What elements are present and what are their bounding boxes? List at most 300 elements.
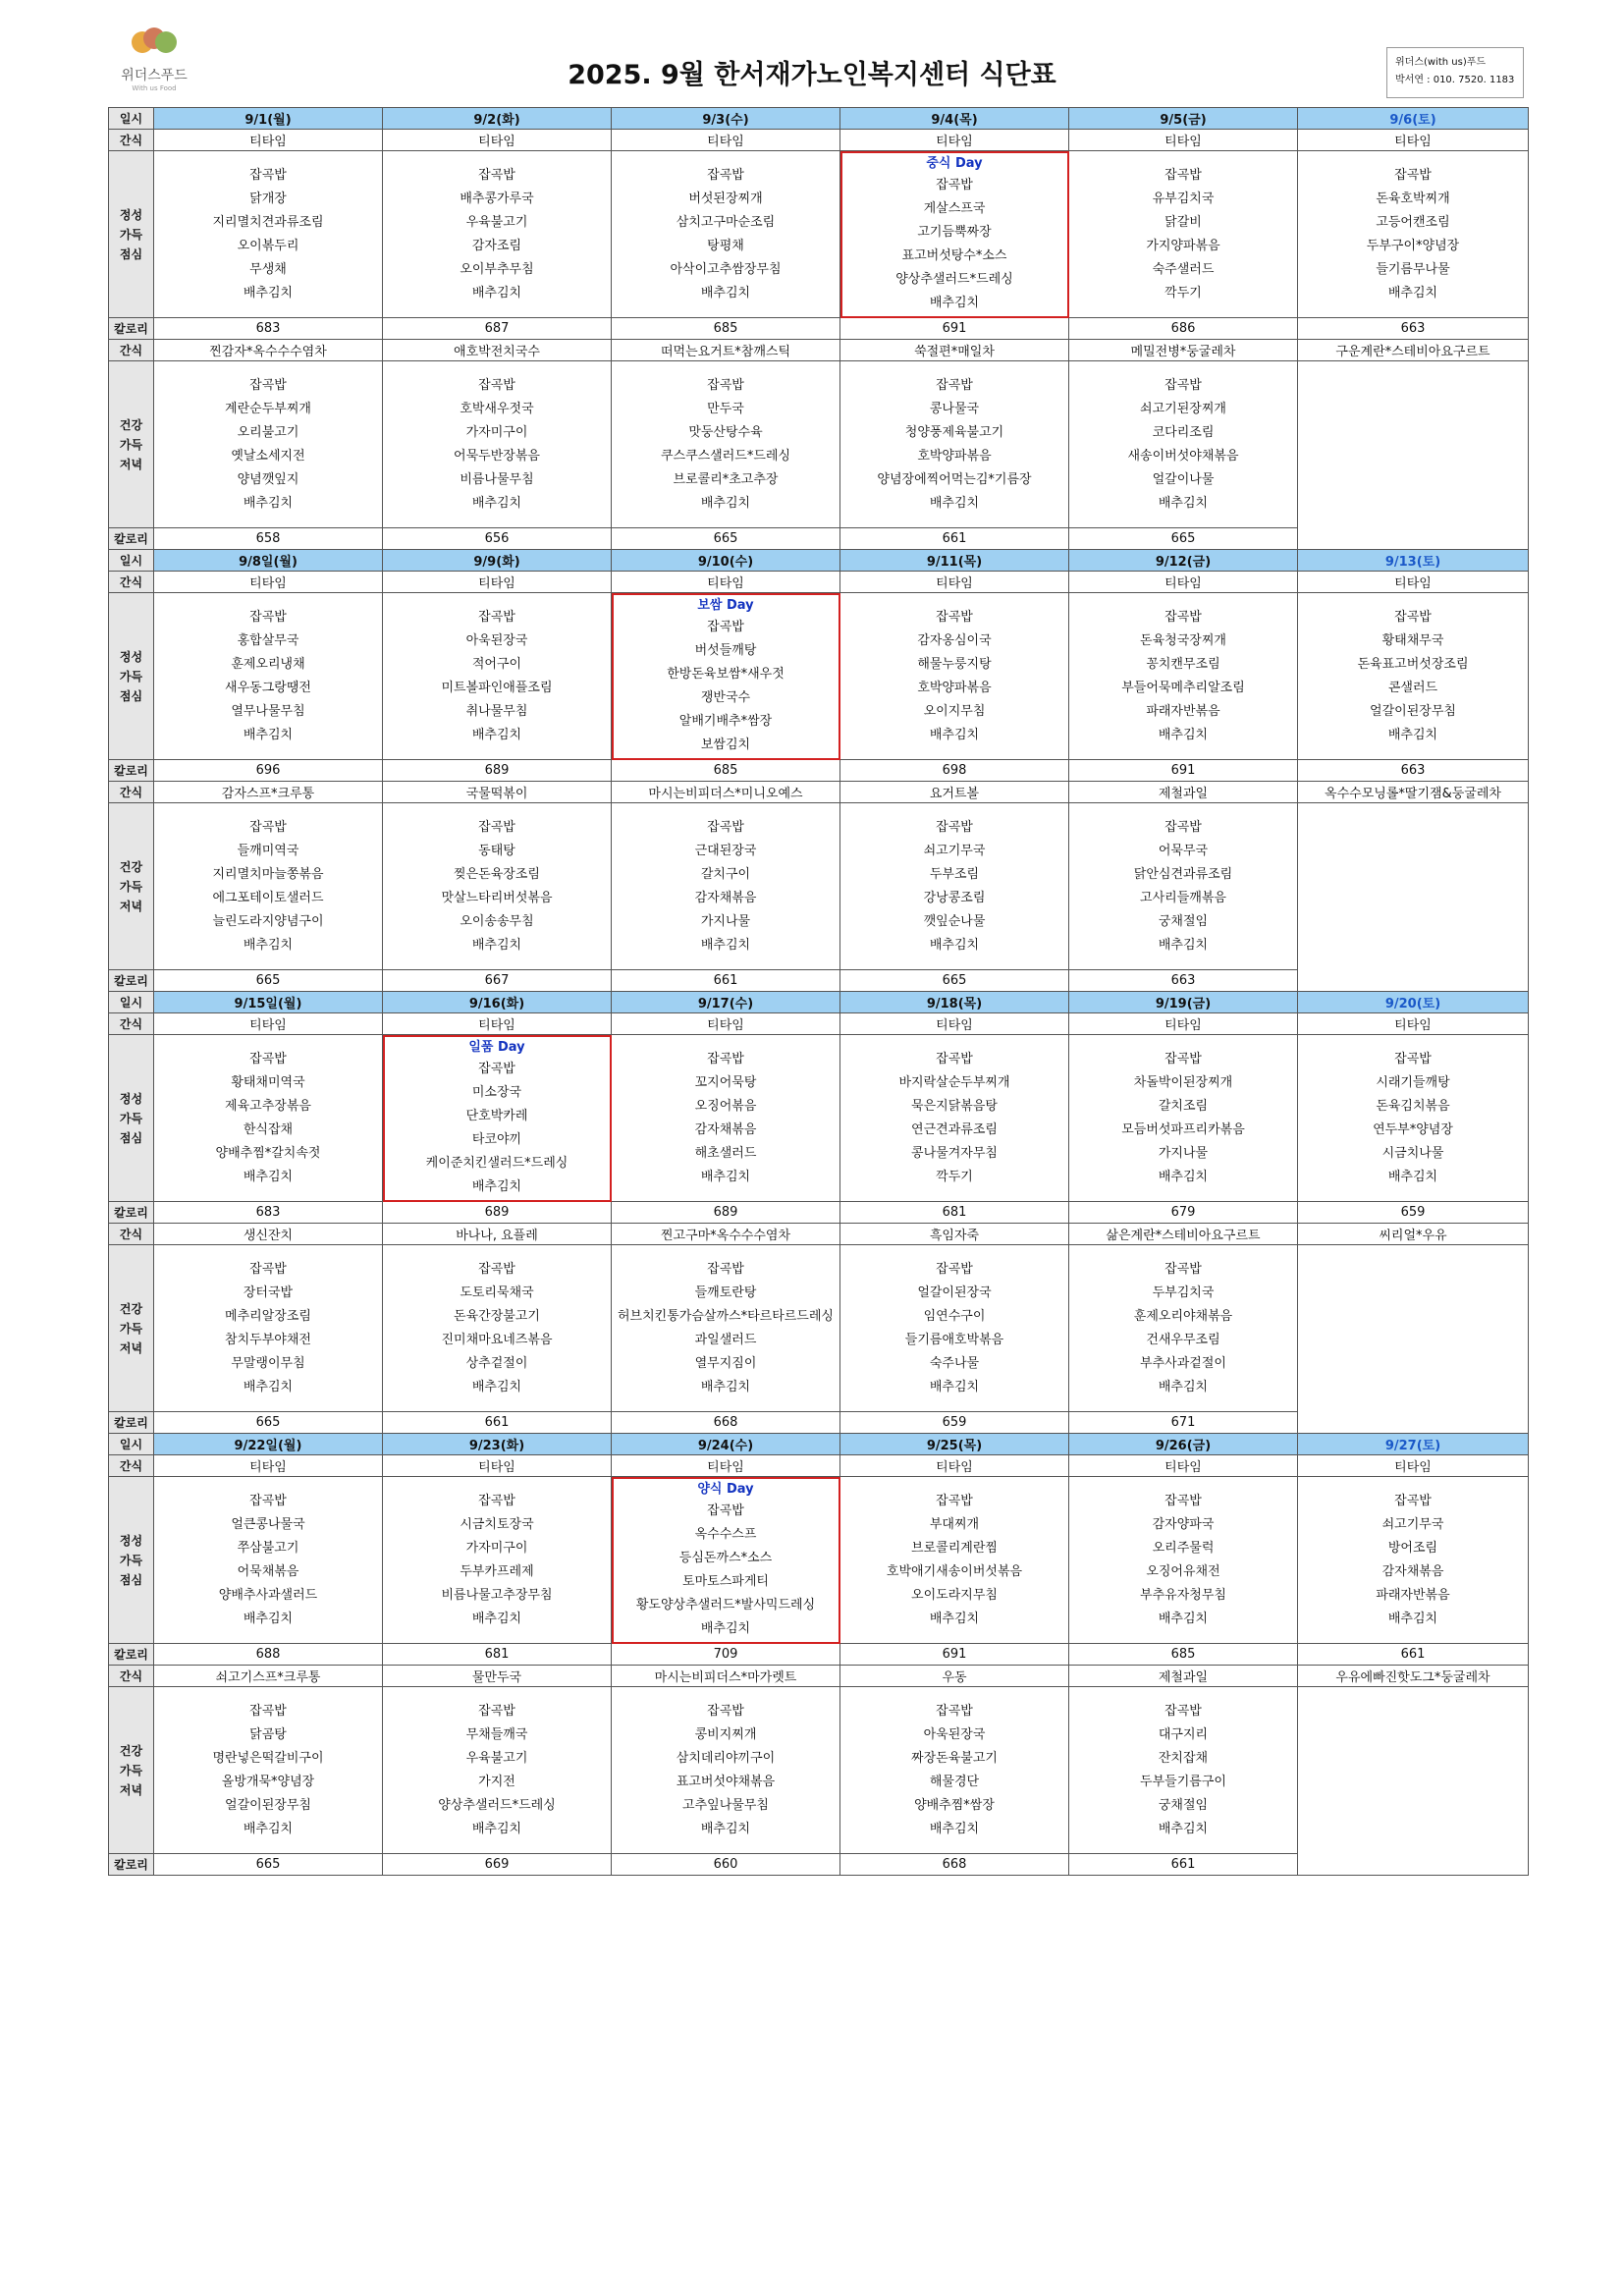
menu-item: 건새우무조림 <box>1146 1332 1220 1347</box>
pm-snack: 우동 <box>840 1666 1069 1687</box>
menu-item: 계란순두부찌개 <box>225 401 311 416</box>
menu-item: 어묵채볶음 <box>237 1563 299 1579</box>
dinner-menu <box>383 1245 612 1412</box>
menu-item: 알배기배추*쌈장 <box>678 713 773 729</box>
lunch-menu <box>383 593 612 760</box>
pm-snack: 쇠고기스프*크루통 <box>154 1666 383 1687</box>
menu-item: 양상추샐러드*드레싱 <box>438 1797 556 1813</box>
row-label-snack: 간식 <box>109 1455 154 1477</box>
menu-item: 배추김치 <box>1158 1169 1209 1184</box>
dinner-menu <box>154 361 383 528</box>
day-date: 9/1(월) <box>154 108 383 130</box>
menu-item: 꼬지어묵탕 <box>694 1074 757 1090</box>
dinner-menu <box>840 361 1069 528</box>
dinner-menu <box>1069 803 1298 970</box>
lunch-calorie-row <box>109 318 1529 340</box>
row-label-lunch <box>109 1477 154 1644</box>
lunch-calorie: 659 <box>1298 1202 1529 1224</box>
menu-item: 배추김치 <box>243 727 294 742</box>
menu-item: 아욱된장국 <box>465 632 528 648</box>
menu-item: 오징어볶음 <box>694 1098 757 1114</box>
lunch-calorie-row <box>109 760 1529 782</box>
menu-item: 배추김치 <box>1387 285 1438 301</box>
menu-item: 콩비지찌개 <box>694 1726 757 1742</box>
menu-item: 콘샐러드 <box>1387 680 1438 695</box>
menu-item: 무말랭이무침 <box>231 1355 305 1371</box>
menu-item: 감자옹심이국 <box>917 632 992 648</box>
menu-item: 지리멸치견과류조림 <box>212 214 324 230</box>
lunch-menu <box>612 1035 840 1202</box>
menu-item: 얼갈이된장무침 <box>1370 703 1456 719</box>
menu-item: 묵은지닭볶음탕 <box>911 1098 998 1114</box>
menu-item: 갈치구이 <box>700 866 751 882</box>
lunch-row <box>109 1035 1529 1202</box>
lunch-menu <box>154 1477 383 1644</box>
menu-item: 늘린도라지양념구이 <box>212 913 324 929</box>
menu-item: 배추김치 <box>700 1169 751 1184</box>
row-label-part: 점심 <box>119 688 143 703</box>
row-label-part: 가득 <box>119 879 143 894</box>
menu-item: 배추김치 <box>471 495 522 511</box>
menu-item: 배추김치 <box>243 1611 294 1626</box>
menu-item: 잡곡밥 <box>249 1493 287 1508</box>
menu-item: 꽁치캔무조림 <box>1146 656 1220 672</box>
am-snack: 티타임 <box>154 1455 383 1477</box>
menu-item: 배추김치 <box>700 1379 751 1394</box>
dinner-menu <box>154 1687 383 1854</box>
row-label-dinner <box>109 1245 154 1412</box>
am-snack: 티타임 <box>840 130 1069 151</box>
menu-item: 오이부추무침 <box>460 261 534 277</box>
dinner-row <box>109 803 1529 970</box>
logo-subtext: With us Food <box>132 84 177 92</box>
menu-item: 모듬버섯파프리카볶음 <box>1121 1121 1245 1137</box>
menu-item: 부들어묵메추리알조림 <box>1121 680 1245 695</box>
menu-item: 잡곡밥 <box>478 1261 515 1277</box>
row-label-part: 가득 <box>119 669 143 683</box>
row-label-day: 일시 <box>109 550 154 572</box>
menu-item: 배추김치 <box>1158 1611 1209 1626</box>
menu-item: 진미채마요네즈볶음 <box>441 1332 553 1347</box>
dinner-menu <box>154 1245 383 1412</box>
menu-item: 잡곡밥 <box>249 377 287 393</box>
menu-item: 배추김치 <box>1387 1611 1438 1626</box>
menu-item: 배추김치 <box>929 727 980 742</box>
pm-snack: 제철과일 <box>1069 1666 1298 1687</box>
menu-item: 깍두기 <box>936 1169 973 1184</box>
row-label-snack: 간식 <box>109 1013 154 1035</box>
dinner-calorie: 667 <box>383 970 612 992</box>
am-snack: 티타임 <box>154 1013 383 1035</box>
menu-item: 연두부*양념장 <box>1373 1121 1453 1137</box>
row-label-day: 일시 <box>109 108 154 130</box>
dinner-menu <box>840 1687 1069 1854</box>
dinner-menu <box>612 361 840 528</box>
date-row <box>109 1434 1529 1455</box>
menu-item: 강낭콩조림 <box>923 890 986 905</box>
menu-item: 해초샐러드 <box>694 1145 757 1161</box>
menu-item: 잡곡밥 <box>478 1061 515 1076</box>
menu-item: 허브치킨통가슴살까스*타르타르드레싱 <box>618 1308 834 1324</box>
lunch-calorie: 686 <box>1069 318 1298 340</box>
menu-item: 호박애기새송이버섯볶음 <box>886 1563 1023 1579</box>
menu-item: 제육고추장볶음 <box>225 1098 311 1114</box>
dinner-row <box>109 1687 1529 1854</box>
lunch-menu <box>612 1477 840 1644</box>
lunch-menu <box>840 593 1069 760</box>
menu-item: 부대찌개 <box>929 1516 980 1532</box>
row-label-part: 건강 <box>119 1301 143 1316</box>
day-date: 9/19(금) <box>1069 992 1298 1013</box>
menu-item: 들깨토란탕 <box>694 1285 757 1300</box>
menu-item: 고기듬뿍짜장 <box>917 224 992 240</box>
menu-item: 무채들깨국 <box>465 1726 528 1742</box>
menu-item: 들기름무나물 <box>1376 261 1450 277</box>
dinner-menu <box>840 803 1069 970</box>
lunch-menu <box>383 1477 612 1644</box>
lunch-row <box>109 151 1529 318</box>
row-label-part: 건강 <box>119 859 143 874</box>
lunch-calorie: 709 <box>612 1644 840 1666</box>
menu-item: 부추유자청무침 <box>1140 1587 1226 1603</box>
day-date: 9/13(토) <box>1298 550 1529 572</box>
lunch-menu <box>383 1035 612 1202</box>
lunch-menu <box>1069 1035 1298 1202</box>
menu-item: 갈치조림 <box>1158 1098 1209 1114</box>
menu-item: 얼큰콩나물국 <box>231 1516 305 1532</box>
menu-item: 짜장돈육불고기 <box>911 1750 998 1766</box>
menu-item: 잡곡밥 <box>249 1261 287 1277</box>
menu-item: 배추김치 <box>243 495 294 511</box>
dinner-menu <box>1069 361 1298 528</box>
menu-item: 잡곡밥 <box>707 1503 744 1518</box>
menu-item: 배추김치 <box>471 727 522 742</box>
lunch-calorie: 685 <box>612 318 840 340</box>
menu-item: 코다리조림 <box>1152 424 1215 440</box>
day-date: 9/8일(월) <box>154 550 383 572</box>
menu-item: 잡곡밥 <box>1164 1051 1202 1066</box>
menu-item: 잡곡밥 <box>249 1051 287 1066</box>
lunch-calorie: 683 <box>154 1202 383 1224</box>
vendor-name: 위더스(with us)푸드 <box>1395 57 1487 68</box>
am-snack-row <box>109 130 1529 151</box>
dinner-calorie: 656 <box>383 528 612 550</box>
menu-item: 배추김치 <box>243 1821 294 1836</box>
menu-item: 호박새우젓국 <box>460 401 534 416</box>
dinner-menu <box>383 361 612 528</box>
menu-item: 양념깻잎지 <box>237 471 299 487</box>
day-date: 9/10(수) <box>612 550 840 572</box>
lunch-menu <box>612 593 840 760</box>
row-label-day: 일시 <box>109 1434 154 1455</box>
dinner-calorie: 665 <box>154 1412 383 1434</box>
empty-cell <box>1298 1687 1529 1876</box>
menu-item: 배추김치 <box>929 937 980 953</box>
menu-item: 닭갈비 <box>1164 214 1202 230</box>
menu-item: 올방개묵*양념장 <box>221 1774 315 1789</box>
menu-item: 잡곡밥 <box>249 1703 287 1719</box>
menu-item: 궁채절임 <box>1158 913 1209 929</box>
theme-day-label: 일품 Day <box>468 1039 525 1055</box>
menu-item: 비름나물고추장무침 <box>441 1587 553 1603</box>
menu-item: 오리주물럭 <box>1152 1540 1215 1556</box>
pm-snack: 흑임자죽 <box>840 1224 1069 1245</box>
row-label-cal: 칼로리 <box>109 1412 154 1434</box>
menu-item: 양상추샐러드*드레싱 <box>895 271 1013 287</box>
pm-snack: 요거트볼 <box>840 782 1069 803</box>
menu-item: 시금치토장국 <box>460 1516 534 1532</box>
menu-item: 오이송송무침 <box>460 913 534 929</box>
lunch-row <box>109 1477 1529 1644</box>
menu-item: 배추김치 <box>1158 1379 1209 1394</box>
lunch-calorie: 691 <box>1069 760 1298 782</box>
menu-item: 브로콜리계란찜 <box>911 1540 998 1556</box>
row-label-dinner <box>109 803 154 970</box>
dinner-calorie: 668 <box>612 1412 840 1434</box>
row-label-part: 점심 <box>119 1572 143 1587</box>
menu-item: 표고버섯탕수*소스 <box>901 247 1007 263</box>
dinner-menu <box>154 803 383 970</box>
row-label-part: 정성 <box>119 1091 143 1106</box>
menu-item: 배추김치 <box>700 1821 751 1836</box>
menu-item: 닭안심견과류조림 <box>1133 866 1233 882</box>
menu-item: 잡곡밥 <box>1164 167 1202 183</box>
menu-table-body <box>109 108 1529 1876</box>
menu-item: 잡곡밥 <box>478 1493 515 1508</box>
day-date: 9/12(금) <box>1069 550 1298 572</box>
menu-item: 두부구이*양념장 <box>1366 238 1460 253</box>
row-label-snack: 간식 <box>109 782 154 803</box>
menu-item: 잡곡밥 <box>249 167 287 183</box>
menu-item: 배추김치 <box>471 285 522 301</box>
lunch-calorie: 696 <box>154 760 383 782</box>
row-label-cal: 칼로리 <box>109 1644 154 1666</box>
lunch-menu <box>154 1035 383 1202</box>
menu-item: 돈육표고버섯장조림 <box>1357 656 1469 672</box>
lunch-calorie: 681 <box>383 1644 612 1666</box>
pm-snack: 마시는비피더스*미니오예스 <box>612 782 840 803</box>
lunch-calorie: 661 <box>1298 1644 1529 1666</box>
am-snack: 티타임 <box>1298 130 1529 151</box>
pm-snack: 씨리얼*우유 <box>1298 1224 1529 1245</box>
row-label-part: 가득 <box>119 1321 143 1336</box>
row-label-part: 점심 <box>119 246 143 261</box>
row-label-part: 정성 <box>119 649 143 664</box>
dinner-calorie: 668 <box>840 1854 1069 1876</box>
am-snack: 티타임 <box>1298 1013 1529 1035</box>
date-row <box>109 550 1529 572</box>
day-date: 9/11(목) <box>840 550 1069 572</box>
menu-item: 케이준치킨샐러드*드레싱 <box>425 1155 568 1171</box>
menu-item: 우육불고기 <box>465 1750 528 1766</box>
row-label-dinner <box>109 1687 154 1854</box>
lunch-calorie: 685 <box>1069 1644 1298 1666</box>
dinner-menu <box>1069 1687 1298 1854</box>
menu-item: 배추김치 <box>700 495 751 511</box>
menu-item: 감자채볶음 <box>694 890 757 905</box>
lunch-menu <box>1298 151 1529 318</box>
menu-item: 돈육김치볶음 <box>1376 1098 1450 1114</box>
menu-item: 가지전 <box>478 1774 515 1789</box>
dinner-calorie: 660 <box>612 1854 840 1876</box>
menu-item: 배추김치 <box>929 295 980 310</box>
menu-item: 맛둥산탕수육 <box>688 424 763 440</box>
logo-dot <box>155 31 177 53</box>
pm-snack: 삶은계란*스테비아요구르트 <box>1069 1224 1298 1245</box>
dinner-calorie: 669 <box>383 1854 612 1876</box>
menu-item: 얼갈이된장국 <box>917 1285 992 1300</box>
menu-item: 잡곡밥 <box>936 1703 973 1719</box>
menu-item: 잡곡밥 <box>1164 377 1202 393</box>
row-label-lunch <box>109 151 154 318</box>
menu-item: 배추김치 <box>243 937 294 953</box>
menu-item: 잡곡밥 <box>478 377 515 393</box>
lunch-calorie-row <box>109 1644 1529 1666</box>
menu-item: 탕평채 <box>707 238 744 253</box>
row-label-part: 건강 <box>119 417 143 432</box>
menu-item: 배추김치 <box>700 937 751 953</box>
menu-item: 가자미구이 <box>465 1540 528 1556</box>
row-label-part: 저녁 <box>119 899 143 913</box>
menu-item: 두부조림 <box>929 866 980 882</box>
lunch-calorie: 689 <box>383 1202 612 1224</box>
theme-day-label: 보쌈 Day <box>697 597 754 613</box>
date-row <box>109 992 1529 1013</box>
menu-item: 유부김치국 <box>1152 191 1215 206</box>
am-snack: 티타임 <box>840 572 1069 593</box>
am-snack: 티타임 <box>1298 572 1529 593</box>
menu-item: 미소장국 <box>471 1084 522 1100</box>
row-label-part: 가득 <box>119 1111 143 1125</box>
day-date: 9/25(목) <box>840 1434 1069 1455</box>
menu-item: 콩나물국 <box>929 401 980 416</box>
am-snack: 티타임 <box>612 1013 840 1035</box>
menu-item: 잡곡밥 <box>478 1703 515 1719</box>
lunch-calorie: 687 <box>383 318 612 340</box>
menu-item: 과일샐러드 <box>694 1332 757 1347</box>
row-label-cal: 칼로리 <box>109 1854 154 1876</box>
dinner-calorie: 659 <box>840 1412 1069 1434</box>
menu-item: 배추김치 <box>1387 1169 1438 1184</box>
menu-item: 에그포테이토샐러드 <box>212 890 324 905</box>
menu-item: 시래기들깨탕 <box>1376 1074 1450 1090</box>
row-label-part: 점심 <box>119 1130 143 1145</box>
menu-item: 방어조림 <box>1387 1540 1438 1556</box>
day-date: 9/26(금) <box>1069 1434 1298 1455</box>
pm-snack: 감자스프*크루통 <box>154 782 383 803</box>
menu-item: 감자채볶음 <box>694 1121 757 1137</box>
logo-text: 위더스푸드 <box>121 68 188 83</box>
row-label-part: 정성 <box>119 207 143 222</box>
menu-item: 잡곡밥 <box>936 1493 973 1508</box>
row-label-cal: 칼로리 <box>109 1202 154 1224</box>
menu-item: 배추김치 <box>243 285 294 301</box>
row-label-part: 가득 <box>119 437 143 452</box>
menu-item: 잡곡밥 <box>249 609 287 625</box>
menu-item: 배추김치 <box>471 937 522 953</box>
menu-item: 잡곡밥 <box>478 819 515 835</box>
lunch-calorie: 691 <box>840 1644 1069 1666</box>
am-snack-row <box>109 572 1529 593</box>
menu-item: 한식잡채 <box>243 1121 294 1137</box>
menu-item: 숙주나물 <box>929 1355 980 1371</box>
menu-item: 배추김치 <box>929 495 980 511</box>
menu-item: 숙주샐러드 <box>1152 261 1215 277</box>
menu-item: 명란넣은떡갈비구이 <box>212 1750 324 1766</box>
pm-snack: 쑥절편*매일차 <box>840 340 1069 361</box>
pm-snack: 물만두국 <box>383 1666 612 1687</box>
menu-item: 잡곡밥 <box>936 1261 973 1277</box>
day-date: 9/2(화) <box>383 108 612 130</box>
dinner-calorie: 665 <box>154 1854 383 1876</box>
menu-item: 잡곡밥 <box>1394 1493 1432 1508</box>
menu-item: 쿠스쿠스샐러드*드레싱 <box>660 448 791 464</box>
lunch-calorie: 689 <box>612 1202 840 1224</box>
menu-item: 잡곡밥 <box>1164 609 1202 625</box>
menu-item: 메추리알장조림 <box>225 1308 311 1324</box>
lunch-menu <box>1069 151 1298 318</box>
am-snack: 티타임 <box>154 130 383 151</box>
dinner-calorie: 665 <box>1069 528 1298 550</box>
am-snack: 티타임 <box>154 572 383 593</box>
menu-item: 얼갈이나물 <box>1152 471 1215 487</box>
menu-item: 맛살느타리버섯볶음 <box>441 890 553 905</box>
lunch-row <box>109 593 1529 760</box>
am-snack: 티타임 <box>1069 1455 1298 1477</box>
menu-item: 잡곡밥 <box>936 819 973 835</box>
day-date: 9/18(목) <box>840 992 1069 1013</box>
row-label-part: 가득 <box>119 227 143 242</box>
am-snack: 티타임 <box>840 1455 1069 1477</box>
row-label-cal: 칼로리 <box>109 760 154 782</box>
menu-item: 가자미구이 <box>465 424 528 440</box>
dinner-calorie: 665 <box>840 970 1069 992</box>
menu-item: 감자채볶음 <box>1381 1563 1444 1579</box>
menu-item: 감자양파국 <box>1152 1516 1215 1532</box>
menu-item: 오리불고기 <box>237 424 299 440</box>
menu-item: 양념장에찍어먹는김*기름장 <box>877 471 1032 487</box>
menu-item: 아삭이고추쌈장무침 <box>670 261 782 277</box>
menu-item: 양배추찜*쌈장 <box>914 1797 995 1813</box>
dinner-calorie: 661 <box>840 528 1069 550</box>
am-snack: 티타임 <box>383 1455 612 1477</box>
menu-item: 어묵무국 <box>1158 843 1209 858</box>
lunch-menu <box>840 1035 1069 1202</box>
menu-item: 고추잎나물무침 <box>682 1797 769 1813</box>
lunch-calorie: 691 <box>840 318 1069 340</box>
pm-snack: 마시는비피더스*마가렛트 <box>612 1666 840 1687</box>
menu-item: 장터국밥 <box>243 1285 294 1300</box>
empty-cell <box>1298 361 1529 550</box>
dinner-calorie: 661 <box>1069 1854 1298 1876</box>
menu-item: 근대된장국 <box>694 843 757 858</box>
am-snack-row <box>109 1455 1529 1477</box>
row-label-cal: 칼로리 <box>109 318 154 340</box>
day-date: 9/3(수) <box>612 108 840 130</box>
menu-item: 배추김치 <box>700 1620 751 1636</box>
am-snack: 티타임 <box>840 1013 1069 1035</box>
menu-item: 옛날소세지전 <box>231 448 305 464</box>
menu-item: 돈육호박찌개 <box>1376 191 1450 206</box>
dinner-calorie: 665 <box>612 528 840 550</box>
menu-item: 찢은돈육장조림 <box>454 866 540 882</box>
menu-item: 배추김치 <box>1158 1821 1209 1836</box>
row-label-snack: 간식 <box>109 130 154 151</box>
menu-item: 미트볼파인애플조림 <box>441 680 553 695</box>
day-date: 9/23(화) <box>383 1434 612 1455</box>
menu-item: 버섯들깨탕 <box>694 642 757 658</box>
menu-item: 열무지짐이 <box>694 1355 757 1371</box>
